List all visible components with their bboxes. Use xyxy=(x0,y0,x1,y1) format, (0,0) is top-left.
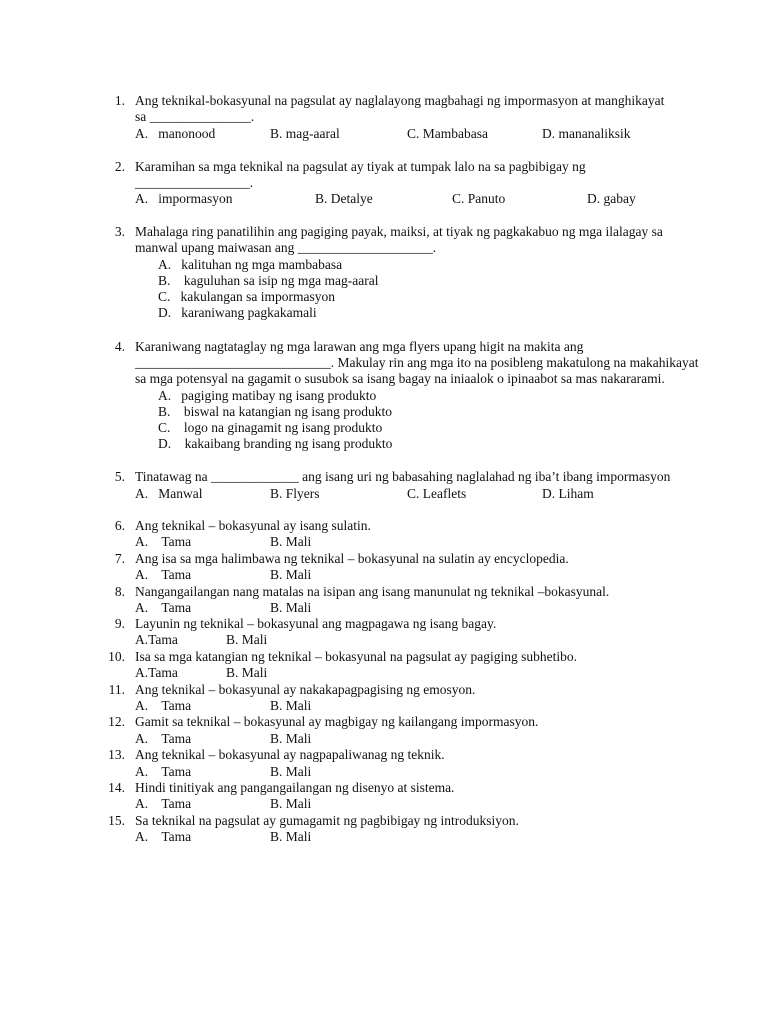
choice-b: B. biswal na katangian ng isang produkto xyxy=(158,404,392,419)
choice-a: A. kalituhan ng mga mambabasa xyxy=(158,257,343,272)
question-number: 10. xyxy=(108,649,125,664)
choice-b: B. Mali xyxy=(226,665,268,680)
question-number: 14. xyxy=(108,780,125,795)
choice-a: A. impormasyon xyxy=(135,191,233,206)
question-text-line: Karaniwang nagtataglay ng mga larawan ang mga flyers upang higit na makita ang xyxy=(135,339,584,354)
choice-b: B. Flyers xyxy=(270,486,320,501)
choice-d: D. Liham xyxy=(542,486,594,501)
question-text-line: Ang teknikal-bokasyunal na pagsulat ay naglalayong magbahagi ng impormasyon at manghikayat xyxy=(135,93,665,108)
choice-a: A. manonood xyxy=(135,126,216,141)
choice-c: C. logo na ginagamit ng isang produkto xyxy=(158,420,383,435)
choice-d: D. mananaliksik xyxy=(542,126,631,141)
question-number: 15. xyxy=(108,813,125,828)
question-number: 13. xyxy=(108,747,125,762)
question-text: Gamit sa teknikal – bokasyunal ay magbigay ng kailangang impormasyon. xyxy=(135,714,539,729)
question-text: Ang teknikal – bokasyunal ay isang sulatin. xyxy=(135,518,371,533)
choice-b: B. Mali xyxy=(226,632,268,647)
choice-a: A. Tama xyxy=(135,829,192,844)
question-text: Layunin ng teknikal – bokasyunal ang magpagawa ng isang bagay. xyxy=(135,616,497,631)
choice-b: B. Mali xyxy=(270,567,312,582)
choice-b: B. Mali xyxy=(270,796,312,811)
question-text: Sa teknikal na pagsulat ay gumagamit ng pagbibigay ng introduksiyon. xyxy=(135,813,519,828)
choice-c: C. Panuto xyxy=(452,191,506,206)
choice-a: A. Manwal xyxy=(135,486,203,501)
choice-b: B. Detalye xyxy=(315,191,373,206)
question-number: 1. xyxy=(114,93,125,108)
choice-c: C. kakulangan sa impormasyon xyxy=(158,289,335,304)
question-text: Nangangailangan nang matalas na isipan ang isang manunulat ng teknikal –bokasyunal. xyxy=(135,584,610,599)
question-text: Ang isa sa mga halimbawa ng teknikal – bokasyunal na sulatin ay encyclopedia. xyxy=(135,551,569,566)
question-number: 7. xyxy=(114,551,125,566)
question-text: Isa sa mga katangian ng teknikal – bokasyunal na pagsulat ay pagiging subhetibo. xyxy=(135,649,578,664)
question-text-line: _____________________________. Makulay rin ang mga ito na posibleng makatulong na makahikayat xyxy=(135,355,699,370)
choice-a: A. Tama xyxy=(135,731,192,746)
question-text-line: Tinatawag na _____________ ang isang uri ng babasahing naglalahad ng iba’t ibang impormasyon xyxy=(135,469,671,484)
choice-b: B. Mali xyxy=(270,600,312,615)
question-number: 12. xyxy=(108,714,125,729)
question-text-line: _________________. xyxy=(135,175,254,190)
question-text-line: Mahalaga ring panatilihin ang pagiging payak, maiksi, at tiyak ng pagkakabuo ng mga ilalagay sa xyxy=(135,224,663,239)
choice-a: A.Tama xyxy=(135,665,178,680)
choice-a: A. Tama xyxy=(135,567,192,582)
question-text-line: Karamihan sa mga teknikal na pagsulat ay tiyak at tumpak lalo na sa pagbibigay ng xyxy=(135,159,586,174)
question-text-line: sa _______________. xyxy=(135,109,255,124)
choice-a: A. Tama xyxy=(135,764,192,779)
choice-a: A. Tama xyxy=(135,698,192,713)
choice-d: D. gabay xyxy=(587,191,636,206)
choice-b: B. mag-aaral xyxy=(270,126,340,141)
choice-a: A. Tama xyxy=(135,600,192,615)
choice-b: B. Mali xyxy=(270,764,312,779)
question-text-line: manwal upang maiwasan ang ____________________. xyxy=(135,240,437,255)
question-number: 6. xyxy=(114,518,125,533)
choice-c: C. Leaflets xyxy=(407,486,467,501)
choice-a: A.Tama xyxy=(135,632,178,647)
question-text: Ang teknikal – bokasyunal ay nagpapaliwanag ng teknik. xyxy=(135,747,445,762)
question-text: Ang teknikal – bokasyunal ay nakakapagpagising ng emosyon. xyxy=(135,682,476,697)
choice-a: A. Tama xyxy=(135,534,192,549)
choice-a: A. pagiging matibay ng isang produkto xyxy=(158,388,377,403)
choice-b: B. Mali xyxy=(270,698,312,713)
question-number: 9. xyxy=(114,616,125,631)
choice-b: B. kaguluhan sa isip ng mga mag-aaral xyxy=(158,273,379,288)
question-text-line: sa mga potensyal na gagamit o susubok sa isang bagay na iniaalok o ipinaabot sa mas nakararami. xyxy=(135,371,665,386)
question-number: 3. xyxy=(114,224,125,239)
question-number: 11. xyxy=(108,682,125,697)
choice-b: B. Mali xyxy=(270,829,312,844)
question-number: 5. xyxy=(114,469,125,484)
choice-b: B. Mali xyxy=(270,731,312,746)
question-number: 4. xyxy=(114,339,125,354)
question-number: 8. xyxy=(114,584,125,599)
choice-a: A. Tama xyxy=(135,796,192,811)
choice-d: D. kakaibang branding ng isang produkto xyxy=(158,436,393,451)
choice-d: D. karaniwang pagkakamali xyxy=(158,305,317,320)
choice-b: B. Mali xyxy=(270,534,312,549)
question-number: 2. xyxy=(114,159,125,174)
question-text: Hindi tinitiyak ang pangangailangan ng disenyo at sistema. xyxy=(135,780,455,795)
choice-c: C. Mambabasa xyxy=(407,126,488,141)
